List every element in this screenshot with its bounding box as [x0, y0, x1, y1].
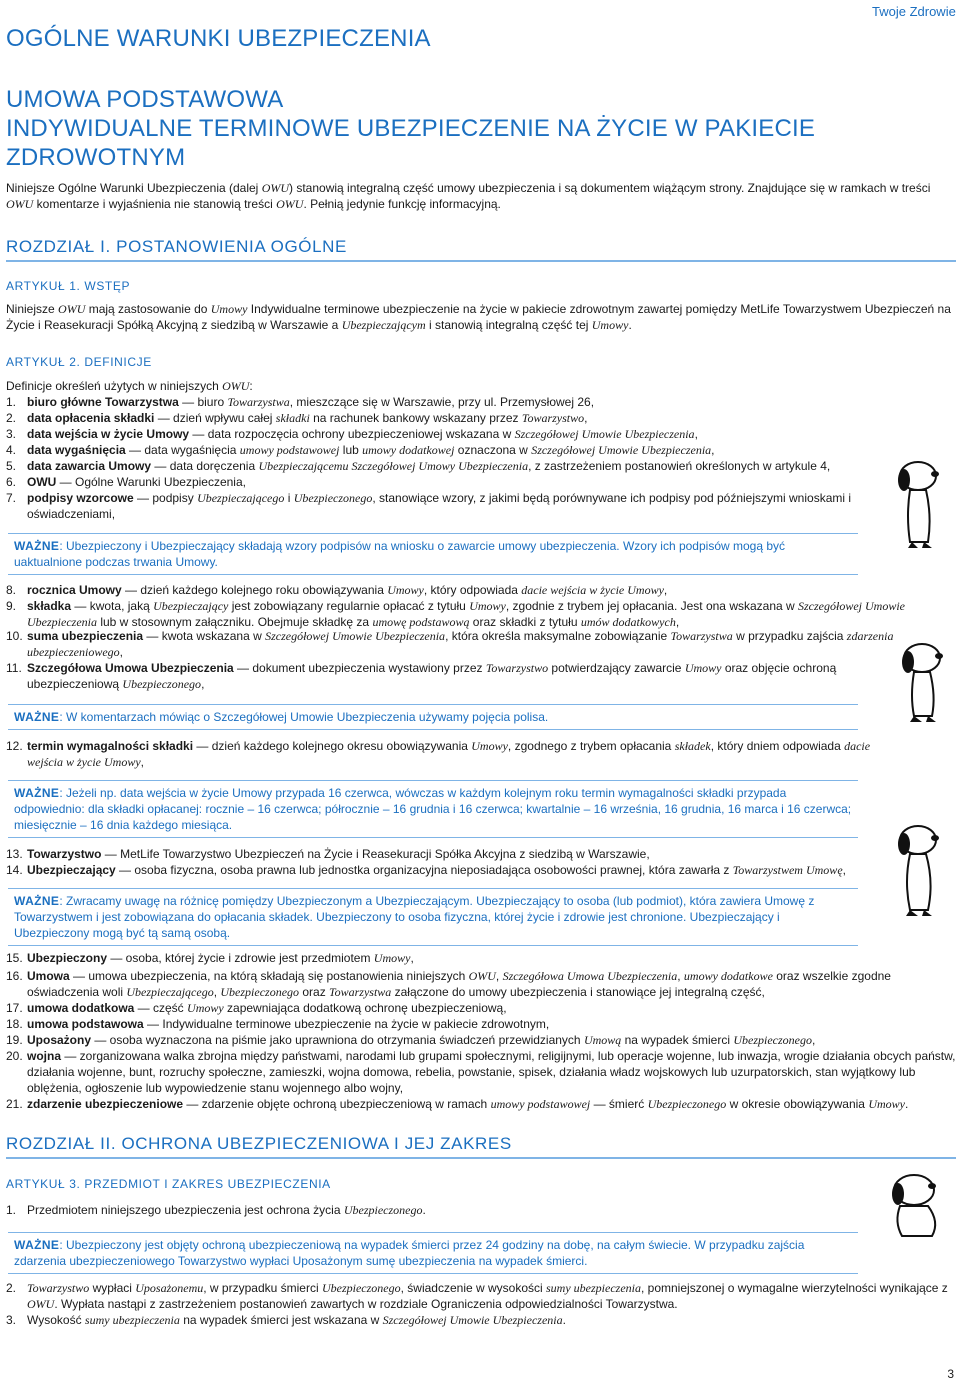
definition-item: 2. data opłacenia składki — dzień wpływu całej składki na rachunek bankowy wskazany przez Towarzystwo, [6, 411, 588, 425]
dog-illustration [880, 1170, 956, 1242]
definition-item: 3. data wejścia w życie Umowy — data rozpoczęcia ochrony ubezpieczeniowej wskazana w Szczegółowej Umowie Ubezpieczenia, [6, 427, 698, 441]
brand-label: Twoje Zdrowie [872, 4, 956, 19]
definition-item: 13. Towarzystwo — MetLife Towarzystwo Ubezpieczeń na Życie i Reasekuracji Spółka Akcyjna z siedzibą w Warszawie, [6, 847, 650, 861]
definitions-lead: Definicje określeń użytych w niniejszych OWU: [6, 379, 253, 393]
article-3-heading: ARTYKUŁ 3. PRZEDMIOT I ZAKRES UBEZPIECZENIA [6, 1177, 331, 1191]
note-box: WAŻNE: Ubezpieczony jest objęty ochroną ubezpieczeniową na wypadek śmierci przez 24 godziny na dobę, na całym świecie. W przypadku zajścia zdarzenia ubezpieczeniowego Towarzystwo wypłaci Uposażonym sumę ubezpieczenia na wypadek śmierci. [8, 1232, 858, 1274]
chapter-1-heading: ROZDZIAŁ I. POSTANOWIENIA OGÓLNE [6, 236, 956, 262]
definition-item: 5. data zawarcia Umowy — data doręczenia Ubezpieczającemu Szczegółowej Umowy Ubezpieczenia, z zastrzeżeniem postanowień określonych w artykule 4, [6, 459, 831, 473]
chapter-2-heading: ROZDZIAŁ II. OCHRONA UBEZPIECZENIOWA I JEJ ZAKRES [6, 1133, 956, 1159]
definition-item: 17. umowa dodatkowa — część Umowy zapewniająca dodatkową ochronę ubezpieczeniową, [6, 1001, 507, 1015]
note-box: WAŻNE: Ubezpieczony i Ubezpieczający składają wzory podpisów na wniosku o zawarcie umowy ubezpieczenia. Wzory ich podpisów mogą być uaktualnione podczas trwania Umowy. [8, 533, 858, 575]
article-1-heading: ARTYKUŁ 1. WSTĘP [6, 279, 131, 293]
definition-item: 6. OWU — Ogólne Warunki Ubezpieczenia, [6, 475, 246, 489]
definition-item: 20. wojna — zorganizowana walka zbrojna między państwami, narodami lub grupami społecznymi, religijnymi, lub operacje wojenne, lub inwazja, wrogie działania obcych państw, działania wojenne, bunt, rozruchy społeczne, zamieszki, wojna domowa, rebelia, powstanie, spisek, działania władz wojskowych lub uzurpatorskich, stan wyjątkowy lub oblężenia, ogłoszenie lub wypowiedzenie stanu wojennego albo wojny, [6, 1049, 956, 1095]
note-box: WAŻNE: W komentarzach mówiąc o Szczegółowej Umowie Ubezpieczenia używamy pojęcia polisa. [8, 704, 858, 730]
dog-illustration [888, 456, 950, 552]
definition-item: 18. umowa podstawowa — Indywidualne terminowe ubezpieczenie na życie w pakiecie zdrowotnym, [6, 1017, 550, 1031]
definition-item: 12. termin wymagalności składki — dzień każdego kolejnego okresu obowiązywania Umowy, zgodnego z trybem opłacania składek, który dniem odpowiada dacie wejścia w życie Umowy, [6, 739, 871, 769]
definition-item: 10. suma ubezpieczenia — kwota wskazana w Szczegółowej Umowie Ubezpieczenia, która określa maksymalne zobowiązanie Towarzystwa w przypadku zajścia zdarzenia ubezpieczeniowego, [6, 629, 894, 659]
article-3-item: 3. Wysokość sumy ubezpieczenia na wypadek śmierci jest wskazana w Szczegółowej Umowie Ubezpieczenia. [6, 1313, 566, 1327]
product-title-line-2: INDYWIDUALNE TERMINOWE UBEZPIECZENIE NA ŻYCIE W PAKIECIE ZDROWOTNYM [6, 115, 816, 171]
page-title: OGÓLNE WARUNKI UBEZPIECZENIA [6, 25, 431, 52]
article-3-item: 1. Przedmiotem niniejszego ubezpieczenia jest ochrona życia Ubezpieczonego. [6, 1203, 426, 1217]
definition-item: 15. Ubezpieczony — osoba, której życie i zdrowie jest przedmiotem Umowy, [6, 951, 414, 965]
definition-item: 8. rocznica Umowy — dzień każdego kolejnego roku obowiązywania Umowy, który odpowiada dacie wejścia w życie Umowy, [6, 583, 668, 597]
note-box: WAŻNE: Jeżeli np. data wejścia w życie Umowy przypada 16 czerwca, wówczas w każdym kolejnym roku termin wymagalności składki przypada odpowiednio: dla składki opłacanej: rocznie – 16 czerwca; półrocznie – 16 grudnia i 16 czerwca; kwartalnie – 16 września, 16 grudnia, 16 marca i 16 czerwca; miesięcznie – 16 dnia każdego miesiąca. [8, 780, 858, 838]
definition-item: 4. data wygaśnięcia — data wygaśnięcia umowy podstawowej lub umowy dodatkowej oznaczona w Szczegółowej Umowie Ubezpieczenia, [6, 443, 715, 457]
definition-item: 21. zdarzenie ubezpieczeniowe — zdarzenie objęte ochroną ubezpieczeniową w ramach umowy podstawowej — śmierć Ubezpieczonego w okresie obowiązywania Umowy. [6, 1097, 909, 1111]
definition-item: 7. podpisy wzorcowe — podpisy Ubezpieczającego i Ubezpieczonego, stanowiące wzory, z jakimi będą porównywane ich podpisy pod późniejszymi wnioskami i oświadczeniami, [6, 491, 852, 521]
article-1-text: Niniejsze OWU mają zastosowanie do Umowy Indywidualne terminowe ubezpieczenie na życie w pakiecie zdrowotnym zawartej pomiędzy MetLife Towarzystwem Ubezpieczeń na Życie i Reasekuracji Spółką Akcyjną z siedzibą w Warszawie a Ubezpieczającym i stanowią integralną część tej Umowy. [6, 302, 951, 332]
definition-item: 1. biuro główne Towarzystwa — biuro Towarzystwa, mieszczące się w Warszawie, przy ul. Przemysłowej 26, [6, 395, 595, 409]
definition-item: 9. składka — kwota, jaką Ubezpieczający jest zobowiązany regularnie opłacać z tytułu Umowy, zgodnie z trybem jej opłacania. Jest ona wskazana w Szczegółowej Umowie Ubezpieczenia lub w stosownym załączniku. Obejmuje składkę za umowę podstawową oraz składki z tytułu umów dodatkowych, [6, 599, 906, 629]
dog-illustration [892, 640, 952, 724]
page-number: 3 [947, 1367, 954, 1381]
definition-item: 16. Umowa — umowa ubezpieczenia, na którą składają się postanowienia niniejszych OWU, Szczegółowa Umowa Ubezpieczenia, umowy dodatkowe oraz wszelkie zgodne oświadczenia woli Ubezpieczającego, Ubezpieczonego oraz Towarzystwa załączone do umowy ubezpieczenia i stanowiące jej integralną część, [6, 969, 891, 999]
article-2-heading: ARTYKUŁ 2. DEFINICJE [6, 355, 152, 369]
product-title-line-1: UMOWA PODSTAWOWA [6, 86, 284, 113]
definition-item: 11. Szczegółowa Umowa Ubezpieczenia — dokument ubezpieczenia wystawiony przez Towarzystwo potwierdzający zawarcie Umowy oraz objęcie ochroną ubezpieczeniową Ubezpieczonego, [6, 661, 837, 691]
article-3-item: 2. Towarzystwo wypłaci Uposażonemu, w przypadku śmierci Ubezpieczonego, świadczenie w wysokości sumy ubezpieczenia, pomniejszonej o wymagalne wierzytelności wynikające z OWU. Wypłata nastąpi z zastrzeżeniem postanowień zawartych w rozdziale Ograniczenia odpowiedzialności Towarzystwa. [6, 1281, 948, 1311]
note-box: WAŻNE: Zwracamy uwagę na różnicę pomiędzy Ubezpieczonym a Ubezpieczającym. Ubezpieczający to osoba (lub podmiot), która zawiera Umowę z Towarzystwem i jest zobowiązana do opłacania składek. Ubezpieczony to osoba fizyczna, której życie i zdrowie jest chronione. Ubezpieczający i Ubezpieczony mogą być tą samą osobą. [8, 888, 858, 946]
dog-illustration [888, 820, 950, 920]
definition-item: 19. Uposażony — osoba wyznaczona na piśmie jako uprawniona do otrzymania świadczeń przewidzianych Umową na wypadek śmierci Ubezpieczonego, [6, 1033, 816, 1047]
definition-item: 14. Ubezpieczający — osoba fizyczna, osoba prawna lub jednostka organizacyjna nieposiadająca osobowości prawnej, która zawarła z Towarzystwem Umowę, [6, 863, 846, 877]
product-title [6, 85, 960, 172]
intro-paragraph: Niniejsze Ogólne Warunki Ubezpieczenia (dalej OWU) stanowią integralną część umowy ubezpieczenia i są dokumentem wiążącym strony. Znajdujące się w ramkach w treści OWU komentarze i wyjaśnienia nie stanowią treści OWU. Pełnią jedynie funkcję informacyjną. [6, 181, 931, 211]
